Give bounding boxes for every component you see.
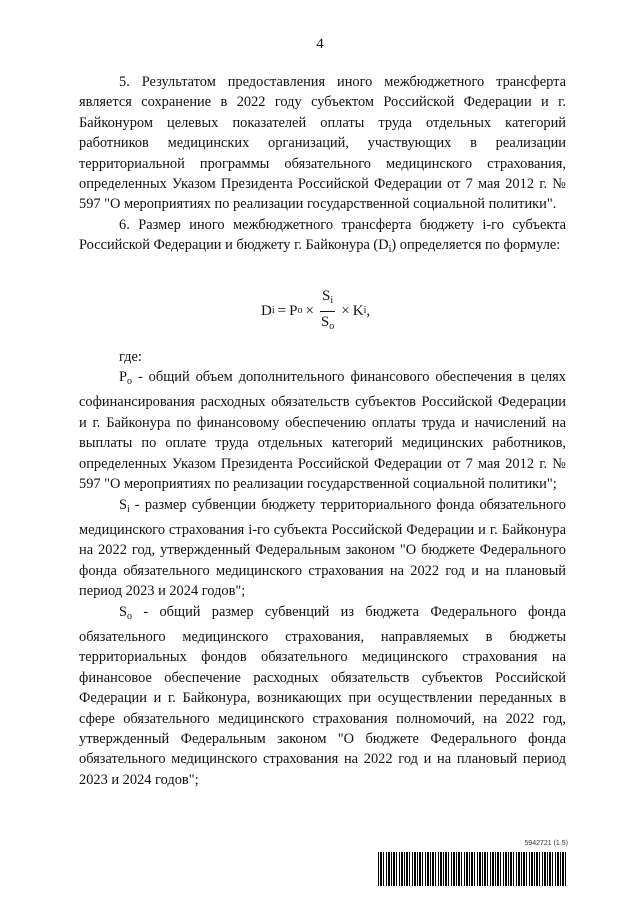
formula-tail: , [366, 302, 371, 319]
barcode-code: 5942721 (1.5) [524, 840, 568, 847]
formula-fraction [319, 287, 336, 336]
document-body [79, 72, 566, 790]
formula-numerator: $S_i$ [320, 287, 335, 312]
paragraph-5: 5. Результатом предоставления иного межбюджетного трансферта является сохранение в 2022 году субъектом Российской Федерации и г. Байконуром целевых показателей оплаты труда отдельных категорий работников медицинских организаций, участвующих в реализации территориальной программы обязательного медицинского страхования, определенных Указом Президента Российской Федерации от 7 мая 2012 г. № 597 "О мероприятиях по реализации государственной социальной политики". [79, 74, 566, 213]
paragraph-6-text-b: ) определяется по формуле: [391, 237, 561, 254]
formula-equals: = [277, 302, 287, 319]
formula-lhs-sub: i [271, 304, 275, 316]
paragraph-6-sub: i [388, 244, 392, 256]
barcode-image [378, 852, 568, 886]
formula-denominator: $S_o$ [320, 313, 335, 332]
where-label: где: [119, 348, 142, 365]
barcode-block [378, 840, 568, 892]
page-number: 4 [316, 36, 324, 52]
paragraph-6-text-a: 6. Размер иного межбюджетного трансферта бюджету i-го субъекта Российской Федерации и бюджету г. Байконура (D [79, 216, 566, 254]
formula [79, 265, 566, 347]
formula-times-1: × [305, 302, 314, 319]
formula-p-sub: o [297, 304, 303, 316]
definition-so: $S_o$ - общий размер субвенций из бюджета Федерального фонда обязательного медицинского страхования, направляемых в бюджеты территориальных фондов обязательного медицинского страхования на финансовое обеспечение расходных обязательств субъектов Российской Федерации и г. Байконура, возникающих при осуществлении переданных в сфере обязательного медицинского страхования полномочий, на 2022 год, утвержденный Федеральным законом "О бюджете Федерального фонда обязательного медицинского страхования на 2022 год и на плановый период 2023 и 2024 годов"; [79, 603, 566, 788]
definition-po: $P_o$ - общий объем дополнительного финансового обеспечения в целях софинансирования расходных обязательств субъектов Российской Федерации и г. Байконура по финансовому обеспечению оплаты труда и начислений на выплаты по оплате труда отдельных категорий медицинских работников, определенных Указом Президента Российской Федерации от 7 мая 2012 г. № 597 "О мероприятиях по реализации государственной социальной политики"; [79, 369, 566, 493]
formula-p: P [289, 302, 298, 319]
definition-si: $S_i$ - размер субвенции бюджету территориального фонда обязательного медицинского страхования i-го субъекта Российской Федерации и г. Байконура на 2022 год, утвержденный Федеральным законом "О бюджете Федерального фонда обязательного медицинского страхования на 2022 год и на плановый период 2023 и 2024 годов"; [79, 496, 566, 600]
paragraph-6 [79, 215, 566, 261]
formula-lhs: D [261, 302, 272, 319]
formula-k-sub: i [363, 304, 367, 316]
formula-k: K [352, 302, 364, 319]
formula-times-2: × [341, 302, 350, 319]
